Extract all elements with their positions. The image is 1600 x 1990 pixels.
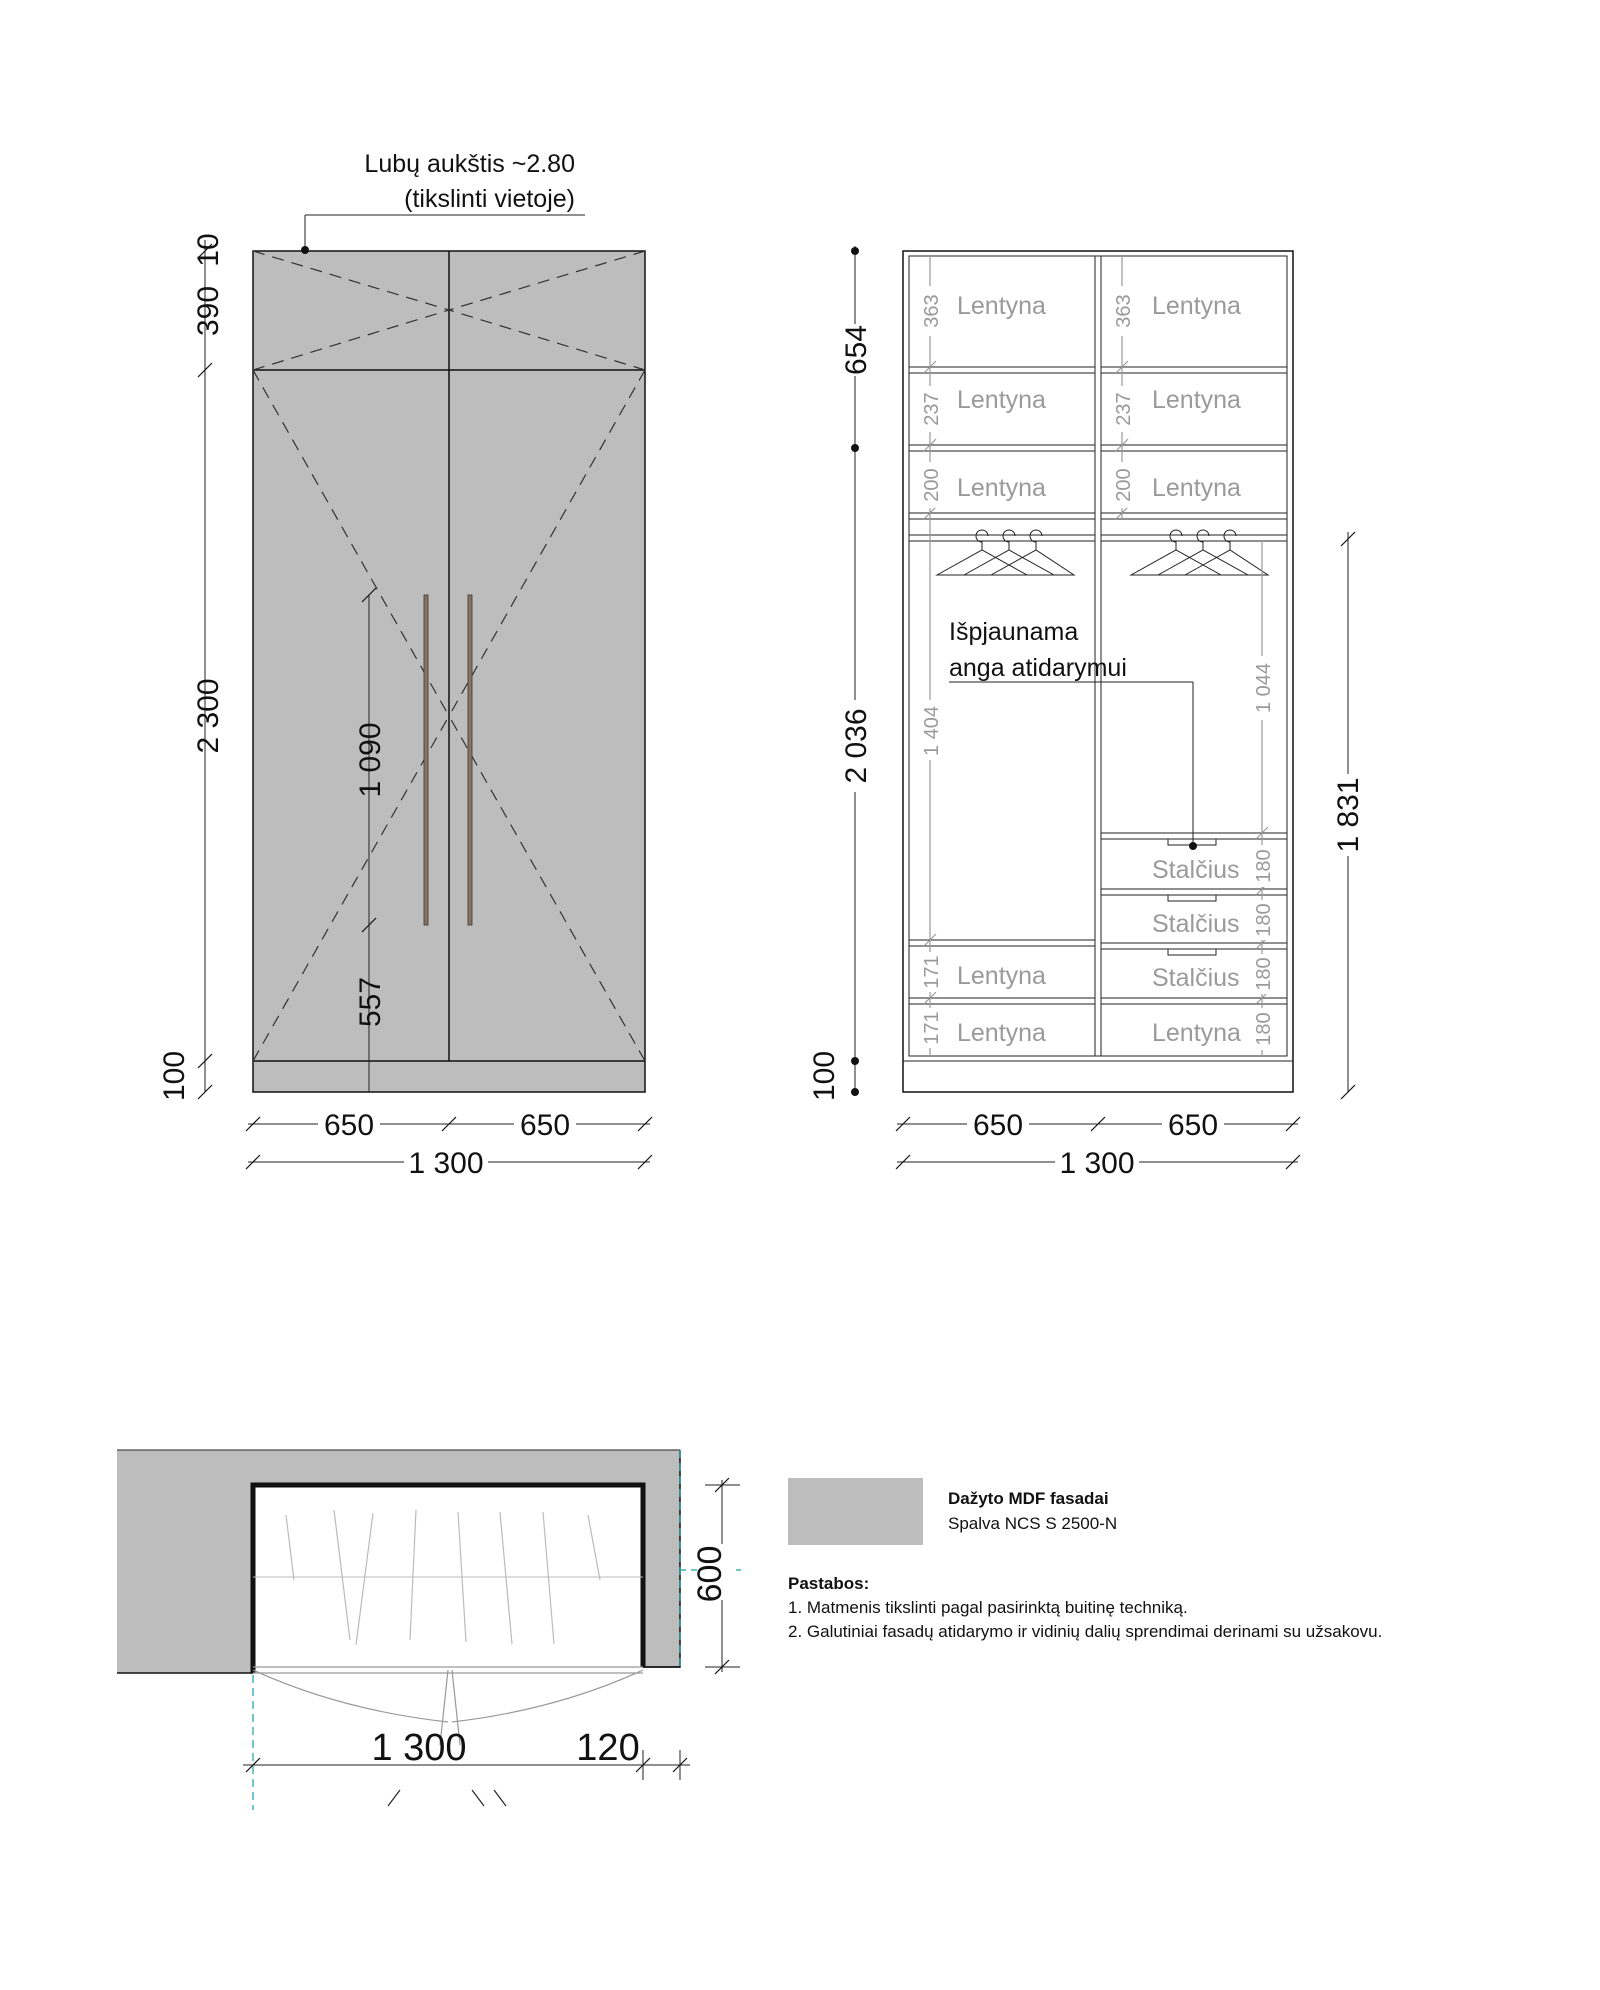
interior-dim-hanging-right: 1 831 xyxy=(1332,777,1365,853)
gap-1044-right: 1 044 xyxy=(1253,662,1275,714)
legend xyxy=(788,1478,1382,1641)
gap-180-right-4: 180 xyxy=(1253,1012,1275,1046)
gap-200-left: 200 xyxy=(921,468,943,502)
shelf-label: Lentyna xyxy=(1152,292,1241,320)
gap-200-right: 200 xyxy=(1113,468,1135,502)
shelf-label: Lentyna xyxy=(957,292,1046,320)
ceiling-note-line1: Lubų aukštis ~2.80 xyxy=(364,150,575,178)
interior-dim-left-width: 650 xyxy=(972,1109,1024,1142)
shelf-label: Lentyna xyxy=(957,474,1046,502)
plan-dim-width: 1 300 xyxy=(371,1727,467,1769)
cutout-note-line2: anga atidarymui xyxy=(949,654,1127,682)
gap-171-left-lower: 171 xyxy=(921,1011,943,1045)
interior-dim-base: 100 xyxy=(808,1050,841,1102)
gap-237-right: 237 xyxy=(1113,392,1135,426)
interior-dim-upper-block: 654 xyxy=(840,324,873,376)
gap-363-left: 363 xyxy=(921,294,943,328)
front-dim-left-width: 650 xyxy=(323,1109,375,1142)
shelf-label: Lentyna xyxy=(957,1019,1046,1047)
plan-dim-depth: 600 xyxy=(691,1545,729,1603)
front-dim-total-width: 1 300 xyxy=(408,1147,484,1180)
front-dim-handle-height: 557 xyxy=(354,976,387,1028)
notes-title: Pastabos: xyxy=(788,1574,870,1593)
plan-view xyxy=(117,1450,745,1810)
front-elevation xyxy=(158,150,652,1180)
right-door-handle xyxy=(468,595,472,925)
front-dim-top: 10 xyxy=(192,233,225,267)
material-title: Dažyto MDF fasadai xyxy=(948,1489,1109,1508)
shelf-label: Lentyna xyxy=(1152,474,1241,502)
front-dim-base: 100 xyxy=(158,1050,191,1102)
interior-dim-lower-block: 2 036 xyxy=(840,708,873,784)
gap-180-right-3: 180 xyxy=(1253,957,1275,991)
gap-180-right-2: 180 xyxy=(1253,903,1275,937)
drawer-label: Stalčius xyxy=(1152,964,1240,992)
shelf-label: Lentyna xyxy=(1152,1019,1241,1047)
left-door-handle xyxy=(424,595,428,925)
gap-363-right: 363 xyxy=(1113,294,1135,328)
gap-180-right-1: 180 xyxy=(1253,849,1275,883)
gap-237-left: 237 xyxy=(921,392,943,426)
interior-dim-total-width: 1 300 xyxy=(1059,1147,1135,1180)
note-1: 1. Matmenis tikslinti pagal pasirinktą buitinę techniką. xyxy=(788,1598,1188,1617)
ceiling-note-line2: (tikslinti vietoje) xyxy=(404,185,575,213)
front-dim-upper: 390 xyxy=(192,285,225,337)
drawer-label: Stalčius xyxy=(1152,910,1240,938)
drawer-label: Stalčius xyxy=(1152,856,1240,884)
front-dim-handle: 1 090 xyxy=(354,722,387,798)
interior-dim-right-width: 650 xyxy=(1167,1109,1219,1142)
material-swatch xyxy=(788,1478,923,1545)
cutout-note-line1: Išpjaunama xyxy=(949,618,1079,646)
note-2: 2. Galutiniai fasadų atidarymo ir vidinių dalių sprendimai derinami su užsakovu. xyxy=(788,1622,1383,1641)
shelf-label: Lentyna xyxy=(957,386,1046,414)
gap-1404-left: 1 404 xyxy=(921,705,943,757)
plan-dim-side: 120 xyxy=(576,1727,640,1769)
front-dim-right-width: 650 xyxy=(519,1109,571,1142)
material-color: Spalva NCS S 2500-N xyxy=(948,1514,1118,1533)
gap-171-left-upper: 171 xyxy=(921,955,943,989)
shelf-label: Lentyna xyxy=(1152,386,1241,414)
front-dim-main: 2 300 xyxy=(192,678,225,754)
shelf-label: Lentyna xyxy=(957,962,1046,990)
interior-elevation xyxy=(808,246,1365,1180)
